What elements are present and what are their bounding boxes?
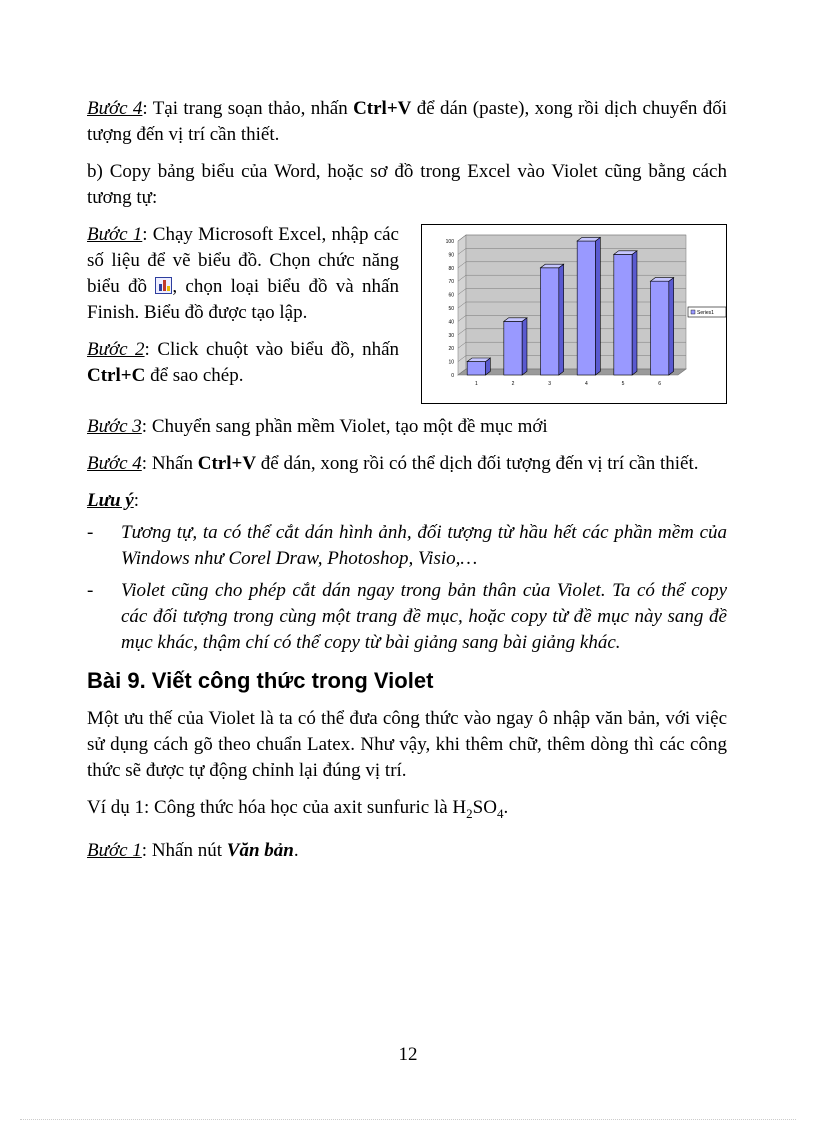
shortcut-key: Ctrl+V — [197, 453, 257, 474]
section-heading: Bài 9. Viết công thức trong Violet — [87, 668, 434, 693]
bar-6 — [651, 278, 674, 375]
paragraph-copy-table: b) Copy bảng biểu của Word, hoặc sơ đồ trong Excel vào Violet cũng bằng cách tương tự: — [87, 161, 727, 208]
bar-1 — [467, 358, 490, 375]
note-colon: : — [133, 490, 140, 511]
note-title-text: Lưu ý — [87, 490, 134, 511]
text: để dán, xong rồi có thể dịch đối tượng đến vị trí cần thiết. — [256, 453, 699, 474]
text: : Click chuột vào biểu đồ, nhấn — [144, 339, 400, 360]
excel-bar-chart — [421, 224, 727, 404]
paragraph-step1-textbox — [87, 838, 727, 864]
text: : Chạy Microsoft Excel, nhập các số liệu để vẽ biểu đồ. Chọn chức năng biểu đồ — [87, 224, 399, 297]
subscript: 2 — [466, 805, 473, 821]
y-tick-label: 50 — [448, 306, 454, 312]
list-item — [87, 578, 727, 656]
bar-front — [467, 362, 485, 375]
list-item-text: Tương tự, ta có thể cắt dán hình ảnh, đối tượng từ hầu hết các phần mềm của Windows như Corel Draw, Photoshop, Visio,… — [121, 522, 727, 569]
bar-side — [669, 278, 674, 375]
paragraph-example — [87, 795, 727, 827]
bar-side — [632, 251, 637, 375]
bar-5 — [614, 251, 637, 375]
list-item-text: Violet cũng cho phép cắt dán ngay trong bản thân của Violet. Ta có thể copy các đối tượng trong cùng một trang đề mục, hoặc copy từ đề mục này sang đề mục khác, thậm chí có thể copy từ bài giảng sang bài giảng khác. — [121, 580, 727, 653]
text: để dán (paste), xong rồi dịch chuyển đối tượng đến vị trí cần thiết. — [87, 98, 727, 145]
text: . — [293, 839, 299, 861]
y-tick-label: 0 — [451, 373, 454, 379]
bullet-dash: - — [87, 522, 94, 543]
x-tick-label: 4 — [584, 381, 588, 387]
shortcut-key: Ctrl+C — [87, 365, 146, 386]
y-tick-label: 70 — [448, 279, 454, 286]
y-tick-label: 10 — [448, 359, 454, 366]
bullet-dash: - — [87, 580, 94, 601]
x-tick-label: 2 — [511, 381, 515, 387]
chart-wizard-icon — [155, 277, 172, 294]
text: : Nhấn nút — [141, 839, 227, 861]
y-tick-label: 80 — [448, 265, 454, 272]
paragraph-step1-excel — [87, 222, 399, 326]
y-tick-label: 90 — [448, 252, 454, 259]
y-tick-label: 60 — [448, 292, 454, 299]
bar-2 — [504, 318, 527, 375]
list-item — [87, 520, 727, 572]
text: : Nhấn — [141, 453, 198, 474]
y-tick-label: 40 — [448, 319, 454, 326]
text: SO — [472, 797, 497, 818]
step-label: Bước 1 — [87, 224, 143, 245]
bar-3 — [541, 264, 564, 375]
text: : Chuyển sang phần mềm Violet, tạo một đề mục mới — [141, 416, 548, 437]
paragraph-step4-paste-violet — [87, 451, 727, 477]
text: để sao chép. — [145, 365, 244, 386]
note-list — [87, 520, 727, 656]
steps-with-chart — [87, 222, 727, 404]
page-number: 12 — [398, 1044, 418, 1065]
bar-side — [522, 318, 527, 375]
text: . — [503, 797, 509, 818]
bar-side — [559, 264, 564, 375]
paragraph-latex-intro: Một ưu thế của Violet là ta có thể đưa công thức vào ngay ô nhập văn bản, với việc sử dụng cách gõ theo chuẩn Latex. Như vậy, khi thêm chữ, thêm dòng thì các công thức sẽ được tự động chỉnh lại đúng vị trí. — [87, 708, 727, 781]
bar-front — [614, 254, 632, 375]
bar-front — [651, 281, 669, 375]
x-tick-label: 1 — [474, 381, 478, 387]
step-label: Bước 4 — [87, 98, 143, 119]
text: Ví dụ 1: Công thức hóa học của axit sunfuric là H — [87, 797, 467, 818]
text: , chọn loại biểu đồ và nhấn Finish. Biểu đồ được tạo lập. — [87, 276, 399, 323]
paragraph-step4-paste — [87, 96, 727, 148]
x-tick-label: 3 — [548, 381, 552, 387]
legend-swatch — [691, 310, 695, 314]
y-tick-label: 100 — [445, 239, 454, 245]
page-bottom-divider — [20, 1119, 796, 1120]
x-tick-label: 6 — [658, 381, 662, 387]
bar-4 — [577, 237, 600, 375]
bar-front — [541, 268, 559, 375]
bar-side — [596, 237, 601, 375]
text: : Tại trang soạn thảo, nhấn — [142, 98, 354, 119]
step-label: Bước 4 — [87, 453, 142, 474]
legend-label: Series1 — [697, 310, 714, 316]
subscript: 4 — [496, 805, 504, 821]
paragraph-step3-violet — [87, 414, 727, 440]
y-tick-label: 20 — [448, 346, 454, 353]
steps-column — [87, 222, 399, 404]
step-label: Bước 2 — [87, 339, 145, 360]
x-tick-label: 5 — [621, 381, 625, 387]
chart-canvas — [422, 225, 726, 403]
bar-front — [504, 321, 522, 375]
paragraph-step2-copy — [87, 337, 399, 389]
button-name: Văn bản — [226, 839, 294, 861]
step-label: Bước 3 — [87, 416, 142, 437]
document-page — [87, 96, 727, 875]
step-label: Bước 1 — [87, 839, 142, 861]
note-title — [87, 488, 727, 514]
y-tick-label: 30 — [448, 332, 454, 339]
shortcut-key: Ctrl+V — [353, 98, 412, 119]
bar-front — [577, 241, 595, 375]
